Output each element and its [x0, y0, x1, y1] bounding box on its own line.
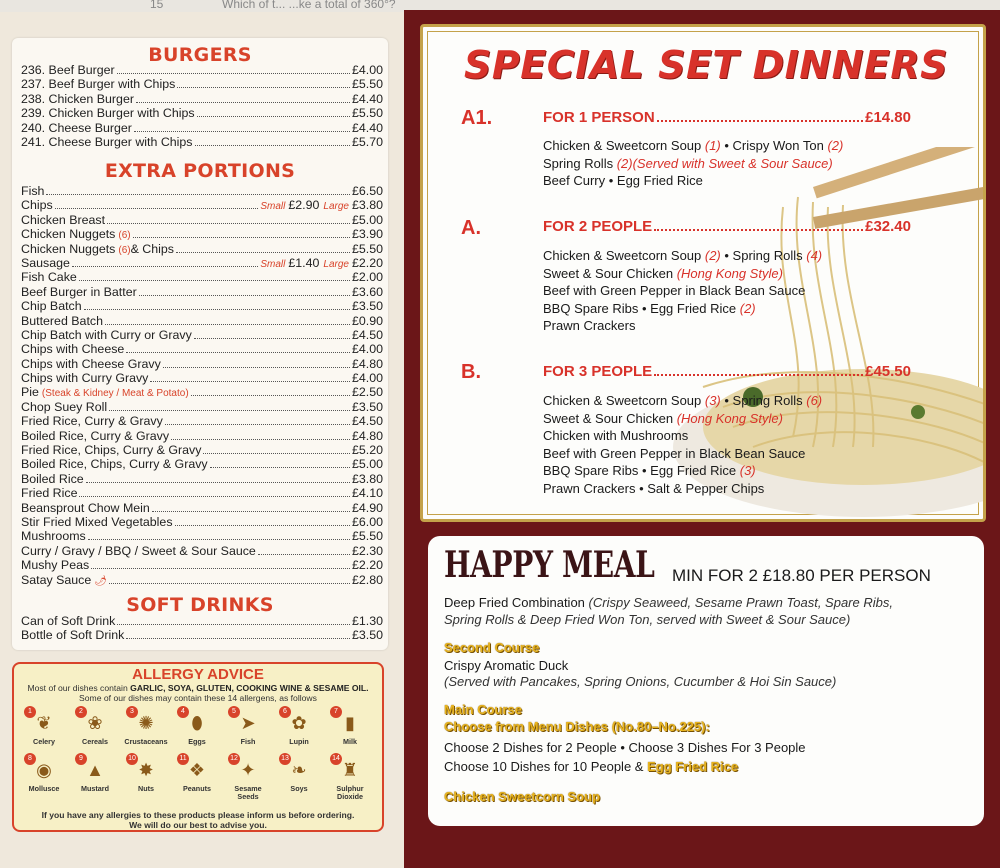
- dot-leader: [84, 309, 350, 310]
- set-b-line-2: Sweet & Sour Chicken (Hong Kong Style): [543, 410, 783, 426]
- dot-leader: [177, 87, 350, 88]
- item-name: 240. Cheese Burger: [21, 120, 132, 135]
- extra-portion-item: [21, 385, 383, 399]
- extra-portion-item: [21, 486, 383, 500]
- extra-portion-item: [21, 443, 383, 457]
- item-name: Beansprout Chow Mein: [21, 500, 150, 515]
- allergen-label: Crustaceans: [124, 737, 168, 746]
- item-name: 238. Chicken Burger: [21, 91, 134, 106]
- set-b-line-3: Chicken with Mushrooms: [543, 428, 689, 443]
- soya-icon: ❧: [291, 760, 307, 780]
- item-name: Chips with Cheese Gravy: [21, 356, 161, 371]
- item-price: £2.00: [351, 270, 383, 285]
- happy-meal-subtitle: MIN FOR 2 £18.80 PER PERSON: [672, 566, 931, 585]
- allergen-crustaceans: [122, 710, 170, 746]
- allergen-number: 14: [330, 753, 342, 765]
- extra-portion-item: [21, 314, 383, 328]
- item-name: Chips with Cheese: [21, 342, 125, 357]
- item-name: Bottle of Soft Drink: [21, 628, 125, 643]
- item-price: £5.70: [351, 134, 383, 149]
- item-name: Beef Burger in Batter: [21, 284, 137, 299]
- dot-leader: [139, 295, 350, 296]
- item-price: £3.50: [351, 299, 383, 314]
- allergen-label: Sulphur Dioxide: [336, 784, 364, 801]
- extra-portion-item: [21, 270, 383, 284]
- happy-meal-title: HAPPY MEAL: [444, 544, 655, 586]
- allergy-advice-box: [12, 662, 384, 832]
- mollusc-icon: ◉: [36, 760, 52, 780]
- extra-portion-item: [21, 357, 383, 371]
- item-tag: (6): [118, 230, 131, 242]
- item-price: £5.50: [351, 529, 383, 544]
- item-price: £3.50: [351, 628, 383, 643]
- set-b-line-4: Beef with Green Pepper in Black Bean Sauce: [543, 445, 806, 461]
- milk-icon: ▮: [345, 713, 355, 733]
- allergen-label: Fish: [240, 737, 256, 746]
- set-a-line-5: Prawn Crackers: [543, 318, 636, 333]
- set-b-items: [543, 392, 822, 497]
- item-price: £4.40: [351, 120, 383, 135]
- allergen-label: Nuts: [138, 784, 154, 793]
- dot-leader: [79, 280, 350, 281]
- item-name: Pie: [21, 385, 39, 400]
- item-price: £0.90: [351, 313, 383, 328]
- dot-leader: [126, 638, 350, 639]
- dot-leader: [175, 525, 350, 526]
- burger-item: [21, 77, 383, 91]
- duck-note: (Served with Pancakes, Spring Onions, Cucumber & Hoi Sin Sauce): [444, 674, 837, 689]
- sulphur-dioxide-icon: ♜: [341, 760, 359, 780]
- item-name: Boiled Rice, Curry & Gravy: [21, 428, 170, 443]
- dot-leader: [191, 395, 350, 396]
- dot-leader: [203, 453, 350, 454]
- large-label: Large: [323, 258, 349, 270]
- cereals-icon: ❀: [87, 713, 103, 733]
- set-code-a: A.: [461, 217, 481, 239]
- item-price: £2.50: [351, 385, 383, 400]
- set-code-b: B.: [461, 361, 481, 383]
- burger-item: [21, 106, 383, 120]
- item-name: Mushy Peas: [21, 558, 90, 573]
- dot-leader: [72, 266, 258, 267]
- soft-drinks-title: SOFT DRINKS: [126, 594, 274, 616]
- item-name: Fried Rice, Curry & Gravy: [21, 414, 163, 429]
- soft-drinks-list: [21, 614, 383, 643]
- sesame-icon: ✦: [240, 760, 256, 780]
- dot-leader: [107, 223, 350, 224]
- dot-leader: [109, 583, 350, 584]
- dot-leader: [195, 145, 350, 146]
- allergen-label: Milk: [343, 737, 357, 746]
- item-name: Fish: [21, 184, 45, 198]
- allergen-eggs: [173, 710, 221, 746]
- item-name: Chicken Breast: [21, 212, 106, 227]
- choose-line-2: Choose 10 Dishes for 10 People & Egg Fried Rice: [444, 759, 739, 774]
- item-name: Fried Rice: [21, 486, 78, 501]
- allergen-label: Lupin: [289, 737, 309, 746]
- allergen-label: Peanuts: [183, 784, 211, 793]
- item-price: £5.20: [351, 443, 383, 458]
- dot-leader: [258, 554, 350, 555]
- dot-leader: [165, 424, 350, 425]
- extra-portion-item: [21, 429, 383, 443]
- happy-meal-starter: Deep Fried Combination (Crispy Seaweed, Sesame Prawn Toast, Spare Ribs, Spring Rolls & Deep Fried Won Ton, served with Sweet & Sour Sauce): [444, 595, 893, 627]
- extra-portion-item: [21, 472, 383, 486]
- item-name: Can of Soft Drink: [21, 614, 116, 628]
- happy-meal-card: [428, 536, 984, 826]
- item-price: £5.50: [351, 241, 383, 256]
- item-price: £5.50: [351, 106, 383, 121]
- item-price: £4.00: [351, 342, 383, 357]
- item-price: £5.00: [351, 457, 383, 472]
- allergen-label: Cereals: [82, 737, 108, 746]
- set-a1-line-1: Chicken & Sweetcorn Soup (1) • Crispy Won Ton (2): [543, 138, 844, 153]
- item-price: £3.90: [351, 227, 383, 242]
- burgers-title: BURGERS: [148, 44, 252, 66]
- allergy-footer-1: If you have any allergies to these products please inform us before ordering.: [41, 810, 355, 820]
- allergen-mustard: [71, 757, 119, 793]
- set-heading-b: FOR 3 PEOPLE £45.50: [543, 363, 911, 380]
- dot-leader: [150, 381, 350, 382]
- extra-portions-list: [21, 184, 383, 587]
- set-dinners-title: SPECIAL SET DINNERS: [464, 43, 948, 87]
- allergen-label: Soys: [290, 784, 308, 793]
- extra-portion-item: [21, 227, 383, 241]
- dot-leader: [163, 367, 350, 368]
- mustard-icon: ▲: [86, 760, 104, 780]
- dot-leader: [117, 73, 350, 74]
- dot-leader: [88, 539, 350, 540]
- dot-leader: [126, 352, 350, 353]
- chili-icon: 🌶: [94, 575, 107, 587]
- allergen-number: 2: [75, 706, 87, 718]
- set-a-line-4: BBQ Spare Ribs • Egg Fried Rice (2): [543, 300, 756, 316]
- allergy-title: ALLERGY ADVICE: [132, 666, 264, 683]
- allergen-label: Celery: [33, 737, 55, 746]
- item-name-suffix: & Chips: [130, 241, 174, 256]
- dot-leader: [91, 568, 350, 569]
- burger-item: [21, 92, 383, 106]
- item-tag: (6): [118, 244, 131, 256]
- allergen-label: Mustard: [81, 784, 109, 793]
- extra-portion-item: [21, 515, 383, 529]
- eggs-icon: ⬮: [191, 713, 203, 733]
- item-name: Chop Suey Roll: [21, 399, 108, 414]
- peanuts-icon: ❖: [188, 760, 206, 780]
- special-set-dinners-card: [420, 24, 986, 522]
- set-a-line-2: Sweet & Sour Chicken (Hong Kong Style): [543, 265, 783, 281]
- top-strip-number: 15: [150, 0, 164, 11]
- item-name: 236. Beef Burger: [21, 63, 115, 77]
- allergen-cereals: [71, 710, 119, 746]
- allergen-number: 1: [24, 706, 36, 718]
- item-name: Chip Batch: [21, 299, 82, 314]
- item-name: Chicken Nuggets: [21, 227, 116, 242]
- extra-portions-title: EXTRA PORTIONS: [104, 160, 296, 182]
- extra-portion-item: [21, 558, 383, 572]
- extra-portion-item: [21, 198, 383, 212]
- allergen-mollusce: [20, 757, 68, 793]
- soup-heading: Chicken Sweetcorn Soup: [444, 789, 601, 804]
- set-b-line-1: Chicken & Sweetcorn Soup (3) • Spring Rolls (6): [543, 393, 823, 408]
- item-price: £2.20: [351, 255, 383, 270]
- allergen-number: 11: [177, 753, 189, 765]
- dot-leader: [109, 410, 350, 411]
- dot-leader: [86, 482, 350, 483]
- item-price: £4.40: [351, 91, 383, 106]
- extra-portion-item: [21, 573, 383, 587]
- set-a-line-3: Beef with Green Pepper in Black Bean Sauce: [543, 283, 806, 298]
- burger-item: [21, 135, 383, 149]
- small-label: Small: [260, 258, 286, 270]
- main-course-heading: Main Course: [444, 702, 523, 717]
- item-price: £2.30: [351, 543, 383, 558]
- allergen-number: 7: [330, 706, 342, 718]
- extra-portion-item: [21, 328, 383, 342]
- dot-leader: [105, 324, 350, 325]
- item-price: £5.50: [351, 77, 383, 92]
- item-price: £3.50: [351, 399, 383, 414]
- item-price: £6.00: [351, 514, 383, 529]
- extra-portion-item: [21, 184, 383, 198]
- item-price: £4.00: [351, 371, 383, 386]
- item-name: Chicken Nuggets: [21, 241, 116, 256]
- item-price: £6.50: [351, 184, 383, 198]
- extra-portion-item: [21, 256, 383, 270]
- item-price: £4.00: [351, 63, 383, 77]
- soft-drink-item: [21, 628, 383, 642]
- choose-line-1: Choose 2 Dishes for 2 People • Choose 3 Dishes For 3 People: [444, 740, 806, 755]
- fish-icon: ➤: [240, 713, 256, 733]
- item-price: £4.50: [351, 414, 383, 429]
- allergen-nuts: [122, 757, 170, 793]
- item-name: Chip Batch with Curry or Gravy: [21, 327, 192, 342]
- allergen-label: Eggs: [188, 737, 206, 746]
- allergen-number: 10: [126, 753, 138, 765]
- allergen-number: 13: [279, 753, 291, 765]
- item-price: £2.20: [351, 558, 383, 573]
- top-strip-text: Which of t... ...ke a total of 360°?: [222, 0, 396, 11]
- lupin-icon: ✿: [291, 713, 307, 733]
- set-a1-line-2: Spring Rolls (2)(Served with Sweet & Sour Sauce): [543, 155, 833, 171]
- allergen-peanuts: [173, 757, 221, 793]
- burgers-list: [21, 63, 383, 149]
- soft-drink-item: [21, 614, 383, 628]
- allergen-number: 12: [228, 753, 240, 765]
- dot-leader: [134, 131, 350, 132]
- set-code-a1: A1.: [461, 107, 493, 129]
- item-name: Chips with Curry Gravy: [21, 371, 149, 386]
- set-b-line-5: BBQ Spare Ribs • Egg Fried Rice (3): [543, 463, 756, 478]
- choose-dishes-heading: Choose from Menu Dishes (No.80–No.225):: [444, 719, 710, 734]
- item-price: £3.80: [351, 471, 383, 486]
- allergy-line-2: Some of our dishes may contain these 14 allergens, as follows: [79, 693, 317, 703]
- item-name: Buttered Batch: [21, 313, 103, 328]
- set-heading-a: FOR 2 PEOPLE £32.40: [543, 218, 911, 235]
- allergen-number: 8: [24, 753, 36, 765]
- item-name: 239. Chicken Burger with Chips: [21, 106, 195, 121]
- extra-portion-item: [21, 299, 383, 313]
- extra-portion-item: [21, 285, 383, 299]
- dot-leader: [210, 467, 350, 468]
- dot-leader: [46, 194, 350, 195]
- extra-portion-item: [21, 457, 383, 471]
- dot-leader: [152, 511, 350, 512]
- extra-portion-item: [21, 414, 383, 428]
- allergen-sulphur-dioxide: [326, 757, 374, 801]
- dot-leader: [133, 237, 350, 238]
- allergen-number: 6: [279, 706, 291, 718]
- extra-portion-item: [21, 371, 383, 385]
- extra-portion-item: [21, 400, 383, 414]
- item-name: 237. Beef Burger with Chips: [21, 77, 176, 92]
- item-name: Fish Cake: [21, 270, 77, 285]
- crustaceans-icon: ✺: [138, 713, 154, 733]
- item-price: £5.00: [351, 212, 383, 227]
- duck-dish: Crispy Aromatic Duck: [444, 658, 569, 673]
- dot-leader: [136, 102, 350, 103]
- item-name: Fried Rice, Chips, Curry & Gravy: [21, 443, 202, 458]
- item-price: £4.80: [351, 356, 383, 371]
- item-name: Chips: [21, 198, 53, 213]
- item-name: Curry / Gravy / BBQ / Sweet & Sour Sauce: [21, 543, 256, 558]
- allergy-line-1: Most of our dishes contain GARLIC, SOYA, GLUTEN, COOKING WINE & SESAME OIL.: [27, 683, 369, 693]
- item-price: £4.50: [351, 327, 383, 342]
- small-price: £2.90: [288, 198, 320, 213]
- set-a-line-1: Chicken & Sweetcorn Soup (2) • Spring Rolls (4): [543, 248, 823, 263]
- extra-portion-item: [21, 501, 383, 515]
- celery-icon: ❦: [36, 713, 52, 733]
- item-name: Boiled Rice: [21, 471, 84, 486]
- set-heading-a1: FOR 1 PERSON £14.80: [543, 109, 911, 126]
- item-price: £4.10: [351, 486, 383, 501]
- allergen-label: Mollusce: [28, 784, 60, 793]
- dot-leader: [117, 624, 350, 625]
- allergen-celery: [20, 710, 68, 746]
- extra-portion-item: [21, 213, 383, 227]
- large-label: Large: [323, 201, 349, 213]
- extra-portion-item: [21, 529, 383, 543]
- item-name: Sausage: [21, 255, 70, 270]
- small-price: £1.40: [288, 255, 320, 270]
- allergen-soys: [275, 757, 323, 793]
- extra-portion-item: [21, 342, 383, 356]
- item-name: Stir Fried Mixed Vegetables: [21, 514, 173, 529]
- small-label: Small: [260, 201, 286, 213]
- allergen-label: Sesame Seeds: [234, 784, 262, 801]
- item-price: £4.90: [351, 500, 383, 515]
- set-a-items: [543, 247, 822, 335]
- burger-item: [21, 121, 383, 135]
- allergen-milk: [326, 710, 374, 746]
- item-price: £3.80: [351, 198, 383, 213]
- item-price: £2.80: [351, 572, 383, 587]
- dot-leader: [79, 496, 350, 497]
- nuts-icon: ✸: [138, 760, 154, 780]
- allergen-number: 5: [228, 706, 240, 718]
- item-price: £1.30: [351, 614, 383, 628]
- dot-leader: [194, 338, 350, 339]
- allergen-number: 9: [75, 753, 87, 765]
- allergen-sesame-seeds: [224, 757, 272, 801]
- dot-leader: [55, 208, 259, 209]
- dot-leader: [197, 116, 350, 117]
- allergen-number: 3: [126, 706, 138, 718]
- burger-item: [21, 63, 383, 77]
- item-name: 241. Cheese Burger with Chips: [21, 134, 193, 149]
- item-tag: (Steak & Kidney / Meat & Potato): [41, 388, 189, 400]
- set-b-line-6: Prawn Crackers • Salt & Pepper Chips: [543, 480, 765, 496]
- item-name: Boiled Rice, Chips, Curry & Gravy: [21, 457, 208, 472]
- item-name: Mushrooms: [21, 529, 86, 544]
- second-course-heading: Second Course: [444, 640, 540, 655]
- allergy-footer-2: We will do our best to advise you.: [129, 820, 267, 830]
- set-a1-items: [543, 137, 843, 190]
- item-name: Satay Sauce: [21, 572, 92, 587]
- item-price: £3.60: [351, 284, 383, 299]
- allergen-lupin: [275, 710, 323, 746]
- dot-leader: [176, 252, 350, 253]
- dot-leader: [171, 439, 350, 440]
- allergen-number: 4: [177, 706, 189, 718]
- set-a1-line-3: Beef Curry • Egg Fried Rice: [543, 173, 703, 188]
- extra-portion-item: [21, 544, 383, 558]
- item-price: £4.80: [351, 428, 383, 443]
- extra-portion-item: [21, 242, 383, 256]
- allergen-fish: [224, 710, 272, 746]
